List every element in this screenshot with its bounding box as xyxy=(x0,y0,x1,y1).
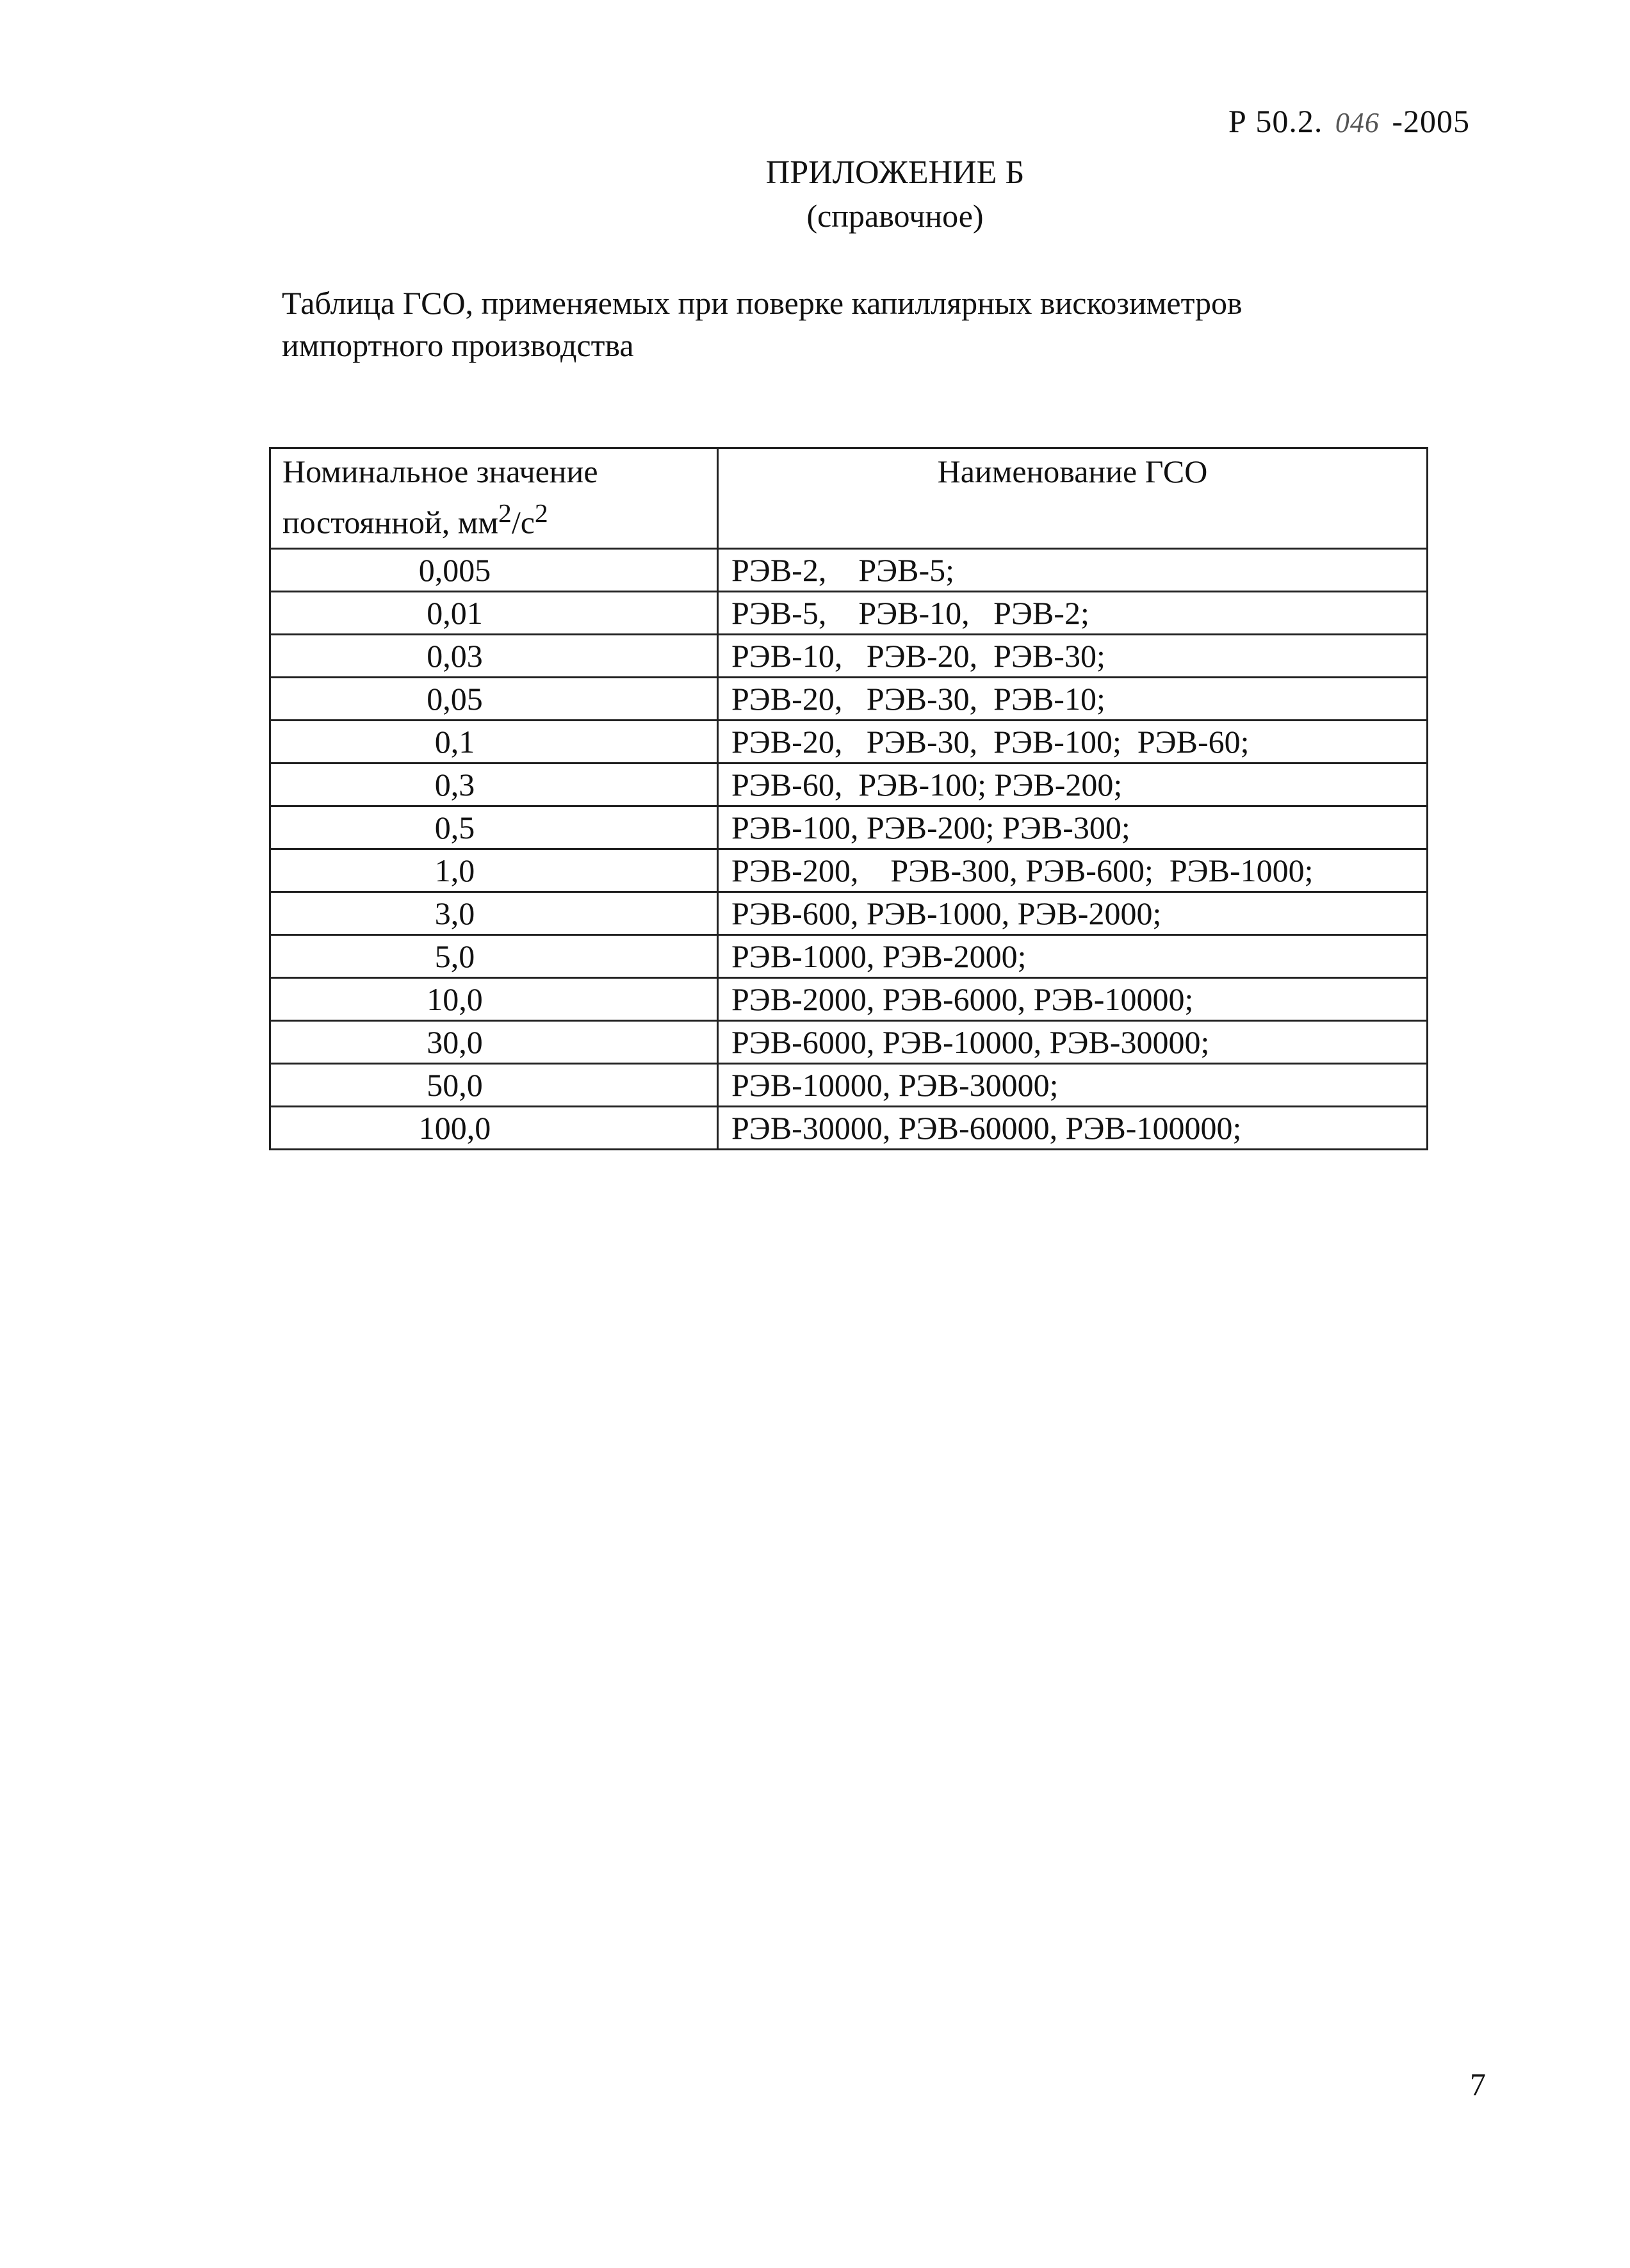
nominal-value-cell: 0,5 xyxy=(270,806,718,849)
document-code-handwritten: 046 xyxy=(1335,107,1380,138)
table-row xyxy=(270,892,1428,934)
gso-names-cell: РЭВ-5, РЭВ-10, РЭВ-2; xyxy=(718,591,1428,634)
table-row xyxy=(270,1020,1428,1063)
table-row xyxy=(270,934,1428,977)
nominal-value-cell: 0,01 xyxy=(270,591,718,634)
header-gso-name: Наименование ГСО xyxy=(718,448,1428,549)
gso-names-cell: РЭВ-1000, РЭВ-2000; xyxy=(718,934,1428,977)
nominal-value-cell: 100,0 xyxy=(270,1106,718,1149)
nominal-value-cell: 0,1 xyxy=(270,720,718,763)
nominal-value-cell: 5,0 xyxy=(270,934,718,977)
gso-names-cell: РЭВ-60, РЭВ-100; РЭВ-200; xyxy=(718,763,1428,806)
header-nominal-sup-2: 2 xyxy=(534,499,548,528)
gso-names-cell: РЭВ-30000, РЭВ-60000, РЭВ-100000; xyxy=(718,1106,1428,1149)
table-row xyxy=(270,977,1428,1020)
document-code-suffix: -2005 xyxy=(1392,103,1470,139)
nominal-value-cell: 50,0 xyxy=(270,1063,718,1106)
nominal-value-cell: 0,05 xyxy=(270,677,718,720)
table-caption-line-2: импортного производства xyxy=(282,327,634,363)
header-nominal-unit-a: постоянной, мм xyxy=(282,504,498,541)
appendix-subtitle: (справочное) xyxy=(806,198,984,234)
table-header-row xyxy=(270,448,1428,549)
document-code-prefix: Р 50.2. xyxy=(1228,103,1323,139)
table-row xyxy=(270,763,1428,806)
gso-names-cell: РЭВ-2000, РЭВ-6000, РЭВ-10000; xyxy=(718,977,1428,1020)
header-nominal-unit-b: /с xyxy=(511,504,535,541)
gso-names-cell: РЭВ-20, РЭВ-30, РЭВ-100; РЭВ-60; xyxy=(718,720,1428,763)
table-row xyxy=(270,591,1428,634)
gso-names-cell: РЭВ-200, РЭВ-300, РЭВ-600; РЭВ-1000; xyxy=(718,849,1428,892)
table-row xyxy=(270,677,1428,720)
table-row xyxy=(270,849,1428,892)
nominal-value-cell: 1,0 xyxy=(270,849,718,892)
nominal-value-cell: 3,0 xyxy=(270,892,718,934)
gso-names-cell: РЭВ-100, РЭВ-200; РЭВ-300; xyxy=(718,806,1428,849)
header-nominal-line-2 xyxy=(282,493,705,544)
table-row xyxy=(270,720,1428,763)
gso-names-cell: РЭВ-20, РЭВ-30, РЭВ-10; xyxy=(718,677,1428,720)
gso-names-cell: РЭВ-600, РЭВ-1000, РЭВ-2000; xyxy=(718,892,1428,934)
nominal-value-cell: 10,0 xyxy=(270,977,718,1020)
nominal-value-cell: 0,3 xyxy=(270,763,718,806)
table-row xyxy=(270,806,1428,849)
appendix-title: ПРИЛОЖЕНИЕ Б xyxy=(765,154,1025,191)
gso-names-cell: РЭВ-10000, РЭВ-30000; xyxy=(718,1063,1428,1106)
gso-names-cell: РЭВ-2, РЭВ-5; xyxy=(718,548,1428,591)
page-number: 7 xyxy=(1470,2066,1486,2102)
nominal-value-cell: 0,005 xyxy=(270,548,718,591)
gso-names-cell: РЭВ-6000, РЭВ-10000, РЭВ-30000; xyxy=(718,1020,1428,1063)
table-caption xyxy=(282,282,1486,366)
table-caption-line-1: Таблица ГСО, применяемых при поверке капиллярных вискозиметров xyxy=(282,285,1243,321)
gso-table xyxy=(269,447,1428,1150)
table-row xyxy=(270,548,1428,591)
table-body xyxy=(270,548,1428,1149)
header-nominal-sup-1: 2 xyxy=(498,499,512,528)
table-row xyxy=(270,1106,1428,1149)
gso-names-cell: РЭВ-10, РЭВ-20, РЭВ-30; xyxy=(718,634,1428,677)
header-nominal-line-1: Номинальное значение xyxy=(282,453,598,489)
header-nominal-value xyxy=(270,448,718,549)
nominal-value-cell: 30,0 xyxy=(270,1020,718,1063)
table-row xyxy=(270,1063,1428,1106)
nominal-value-cell: 0,03 xyxy=(270,634,718,677)
table-row xyxy=(270,634,1428,677)
document-code xyxy=(1228,102,1470,140)
